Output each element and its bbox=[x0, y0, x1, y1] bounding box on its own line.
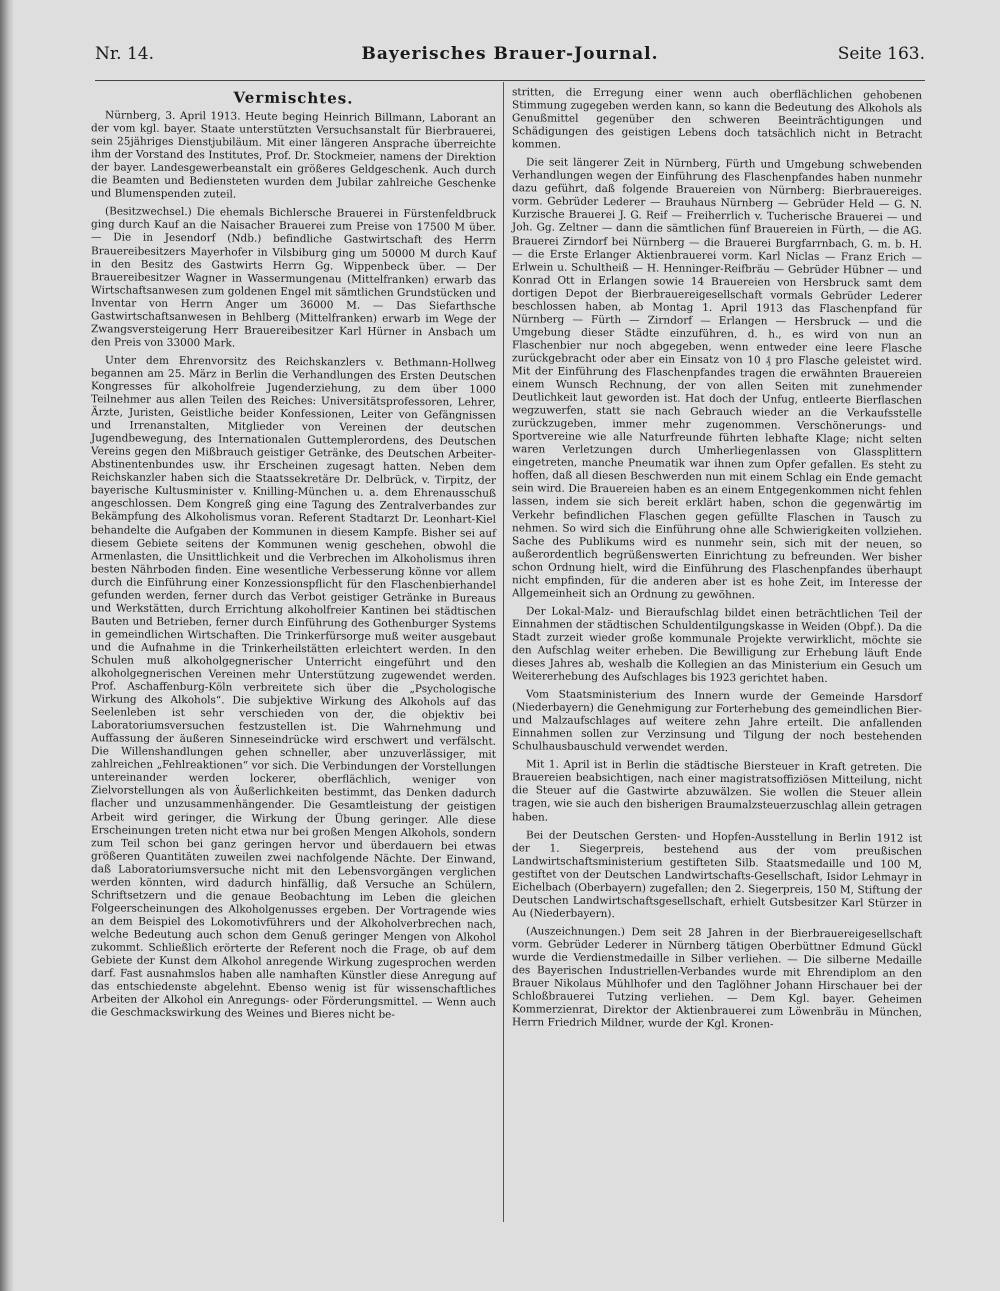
header-rule bbox=[95, 80, 925, 81]
page-binding-shadow bbox=[0, 0, 14, 1291]
article-besitzwechsel: (Besitzwechsel.) Die ehemals Bichlersche Brauerei in Fürstenfeldbruck ging durch Kauf an die Naisacher Brauerei zum Preise von 17500 M über. — Die in Jesendorf (Ndb.) befindliche Gastwirtschaft des Herrn Brauereibesitzers Mayerhofer in Vilsbiburg ging um 50000 M durch Kauf in den Besitz des Gastwirts Herrn Gg. Wippenbeck über. — Der Brauereibesitzer Wagner in Wassermungenau (Mittelfranken) erwarb das Wirtschaftsanwesen zum goldenen Engel mit sämtlichen Grundstücken und Inventar von Herrn Anger um 36000 M. — Das Siefarthsche Gastwirtschaftsanwesen in Behlberg (Mittelfranken) erwarb im Wege der Zwangsversteigerung Herr Brauereibesitzer Karl Hürner in Ansbach um den Preis von 33000 Mark. bbox=[91, 205, 496, 350]
issue-number: Nr. 14. bbox=[95, 44, 154, 64]
article-alcohol-congress: Unter dem Ehrenvorsitz des Reichskanzlers v. Bethmann-Hollweg begannen am 25. März in Berlin die Verhandlungen des Ersten Deutschen Kongresses für alkoholfreie Jugenderziehung, zu dem über 1000 Teilnehmer aus allen Teilen des Reiches: Universitätsprofessoren, Lehrer, Ärzte, Juristen, Geistliche beider Konfessionen, Leiter von Gefängnissen und Irrenanstalten, Mitglieder von Vereinen der deutschen Jugendbewegung, des Internationalen Guttemplerordens, des Deutschen Vereins gegen den Mißbrauch geistiger Getränke, des Deutschen Arbeiter-Abstinentenbundes usw. ihr Erscheinen zugesagt hatten. Neben dem Reichskanzler haben sich die Staatssekretäre Dr. Delbrück, v. Tirpitz, der bayerische Kultusminister v. Knilling-München u. a. dem Ehrenausschuß angeschlossen. Dem Kongreß ging eine Tagung des Zentralverbandes zur Bekämpfung des Alkoholismus voran. Referent Stadtarzt Dr. Leonhart-Kiel behandelte die Aufgaben der Kommunen in diesem Kampfe. Bisher sei auf diesem Gebiete seitens der Kommunen wenig geschehen, obwohl die Armenlasten, die Unsittlichkeit und die Verbrechen im Alkoholismus ihren besten Nährboden finden. Eine wesentliche Verbesserung könne vor allem durch die Einführung einer Konzessionspflicht für den Flaschenbierhandel gefunden werden, ferner durch das Verbot geistiger Getränke in Bureaus und Werkstätten, durch Errichtung alkoholfreier Kantinen bei städtischen Bauten und Betrieben, ferner durch Einführung des Gothenburger Systems in gemeindlichen Wirtschaften. Die Trinkerfürsorge muß weiter ausgebaut und die Aufnahme in die Trinkerheilstätten erleichtert werden. In den Schulen muß alkoholgegnerischer Unterricht eingeführt und den alkoholgegnerischen Vereinen mehr Unterstützung zugewendet werden. Prof. Aschaffenburg-Köln verbreitete sich über die „Psychologische Wirkung des Alkohols“. Die subjektive Wirkung des Alkohols auf das Seelenleben ist sehr verschieden von der, die objektiv bei Laboratoriumsversuchen festzustellen ist. Die Wahrnehmung und Auffassung der äußeren Sinneseindrücke wird erschwert und verfälscht. Die Willenshandlungen gehen schneller, aber unzuverlässiger, mit zahlreichen „Fehlreaktionen“ vor sich. Die Verbindungen der Vorstellungen untereinander werden lockerer, oberflächlich, weniger von Zielvorstellungen als von Äußerlichkeiten bestimmt, das Denken dadurch flacher und unzusammenhängender. Die Gesamtleistung der geistigen Arbeit wird geringer, die Wirkung der Übung geringer. Alle diese Erscheinungen treten nicht etwa nur bei großen Mengen Alkohols, sondern zum Teil schon bei ganz geringen hervor und überdauern bei etwas größeren Quantitäten zuweilen zwei nachfolgende Nächte. Der Einwand, daß Laboratoriumsversuche nicht mit den Lebensvorgängen verglichen werden könnten, wird dadurch hinfällig, daß Versuche an Schülern, Schriftsetzern und die genaue Beobachtung im Leben die gleichen Folgeerscheinungen des Alkoholgenusses ergeben. Der Vortragende wies an dem Beispiel des Lokomotivführers und der Alkoholverbrechen nach, welche Bedeutung auch schon dem Genuß geringer Mengen von Alkohol zukommt. Schließlich erörterte der Referent noch die Frage, ob auf dem Gebiete der Kunst dem Alkohol anregende Wirkung zugesprochen werden darf. Fast ausnahmslos haben alle namhaften Künstler diese Anregung auf das entschiedenste abgelehnt. Ebenso wenig ist für wissenschaftliches Arbeiten der Alkohol ein Anregungs- oder Förderungsmittel. — Wenn auch die Geschmackswirkung des Weines und Bieres nicht be- bbox=[91, 354, 496, 1022]
right-column bbox=[512, 86, 922, 1038]
article-harsdorf-aufschlag: Vom Staatsministerium des Innern wurde der Gemeinde Harsdorf (Niederbayern) die Genehmigung zur Forterhebung des gemeindlichen Bier- und Malzaufschlages auf weitere zehn Jahre erteilt. Die anfallenden Einnahmen sollen zur Verzinsung und Tilgung der noch bestehenden Schulhausbauschuld verwendet werden. bbox=[512, 688, 922, 755]
article-alcohol-congress-continued: stritten, die Erregung einer wenn auch oberflächlichen gehobenen Stimmung zugegeben werden kann, so kann die Bedeutung des Alkohols als Genußmittel gegenüber den schweren Beeinträchtigungen und Schädigungen des geistigen Lebens doch tatsächlich nicht in Betracht kommen. bbox=[512, 86, 922, 151]
article-gersten-hopfen-ausstellung: Bei der Deutschen Gersten- und Hopfen-Ausstellung in Berlin 1912 ist der 1. Siegerpreis, bestehend aus der vom preußischen Landwirtschaftsministerium gestifteten Silb. Staatsmedaille und 100 M, gestiftet von der Deutschen Landwirtschafts-Gesellschaft, Isidor Lehmayr in Eichelbach (Oberbayern) zugefallen; den 2. Siegerpreis, 150 M, Stiftung der Deutschen Landwirtschaftsgesellschaft, erhielt Gutsbesitzer Karl Stürzer in Au (Niederbayern). bbox=[512, 828, 922, 920]
article-auszeichnungen: (Auszeichnungen.) Dem seit 28 Jahren in der Bierbrauereigesellschaft vorm. Gebrüder Lederer in Nürnberg tätigen Oberbüttner Edmund Gückl wurde die Verdienstmedaille in Silber verliehen. — Die silberne Medaille des Bayerischen Industriellen-Verbandes wurde mit Ehrendiplom an den Brauer Nikolaus Mühlhofer und den Taglöhner Johann Hirschauer bei der Schloßbrauerei Tutzing verliehen. — Dem Kgl. bayer. Geheimen Kommerzienrat, Direktor der Aktienbrauerei zum Löwenbräu in München, Herrn Friedrich Mildner, wurde der Kgl. Kronen- bbox=[512, 925, 922, 1031]
journal-title: Bayerisches Brauer-Journal. bbox=[361, 44, 659, 64]
page-header bbox=[95, 44, 925, 74]
article-weiden-aufschlag: Der Lokal-Malz- und Bieraufschlag bildet einen beträchtlichen Teil der Einnahmen der städtischen Schuldentilgungskasse in Weiden (Obpf.). Da die Stadt zurzeit wieder große kommunale Projekte verwirklicht, möchte sie den Aufschlag weiter erheben. Die Bewilligung zur Erhebung läuft Ende dieses Jahres ab, weshalb die Kollegien an das Ministerium ein Gesuch um Weitererhebung des Aufschlages bis 1923 gerichtet haben. bbox=[512, 605, 922, 686]
section-title: Vermischtes. bbox=[233, 88, 354, 108]
column-divider bbox=[503, 82, 504, 1222]
left-column bbox=[91, 86, 496, 1028]
article-billmann-jubilee: Nürnberg, 3. April 1913. Heute beging Heinrich Billmann, Laborant an der vom kgl. bayer. Staate unterstützten Versuchsanstalt für Bierbrauerei, sein 25jähriges Dienstjubiläum. Mit einer längeren Ansprache überreichte ihm der Vorstand des Institutes, Prof. Dr. Stockmeier, namens der Direktion der bayer. Landesgewerbeanstalt ein größeres Geldgeschenk. Auch durch die Beamten und Bediensteten wurden dem Jubilar zahlreiche Geschenke und Blumenspenden zuteil. bbox=[91, 109, 496, 201]
article-flaschenpfand: Die seit längerer Zeit in Nürnberg, Fürth und Umgebung schwebenden Verhandlungen wegen der Einführung des Flaschenpfandes haben nunmehr dazu geführt, daß folgende Brauereien von Nürnberg: Bierbrauereiges. vorm. Gebrüder Lederer — Brauhaus Nürnberg — Gebrüder Held — G. N. Kurzische Brauerei J. G. Reif — Freiherrlich v. Tucherische Brauerei — und Joh. Gg. Zeltner — dann die sämtlichen fünf Brauereien in Fürth, — die AG. Brauerei Zirndorf bei Nürnberg — die Brauerei Burgfarrnbach, G. m. b. H. — die Erste Erlanger Aktienbrauerei vorm. Karl Niclas — Franz Erich — Erlwein u. Schultheiß — H. Henninger-Reifbräu — Gebrüder Hübner — und Konrad Ott in Erlangen sowie 14 Brauereien von Hersbruck samt dem dortigen Depot der Bierbrauereigesellschaft vormals Gebrüder Lederer beschlossen haben, ab Montag 1. April 1913 das Flaschenpfand für Nürnberg — Fürth — Zirndorf — Erlangen — Hersbruck — und die Umgebung dieser Städte einzuführen, d. h., es wird von nun an Flaschenbier nur noch abgegeben, wenn entweder eine leere Flasche zurückgebracht oder aber ein Einsatz von 10 ₰ pro Flasche geleistet wird. Mit der Einführung des Flaschenpfandes tragen die erwähnten Brauereien einem Wunsch Rechnung, der von allen Seiten mit zunehmender Deutlichkeit laut geworden ist. Hat doch der Unfug, entleerte Bierflaschen wegzuwerfen, statt sie nach Gebrauch wieder an die Verkaufsstelle zurückzugeben, immer mehr zugenommen. Verschönerungs- und Sportvereine wie alle Naturfreunde führten lebhafte Klage; nicht selten waren Verletzungen durch Umherliegenlassen von Glassplittern eingetreten, manche Pneumatik war ihnen zum Opfer gefallen. Es steht zu hoffen, daß all diesen Beschwerden nun mit einem Schlag ein Ende gemacht sein wird. Die Brauereien haben es an einem Entgegenkommen nicht fehlen lassen, indem sie sich bereit erklärt haben, schon die gegenwärtig im Verkehr befindlichen Flaschen gegen gefüllte Flaschen in Tausch zu nehmen. So wird sich die Einführung ohne alle Schwierigkeiten vollziehen. Sache des Publikums wird es nunmehr sein, sich mit der neuen, so außerordentlich begrüßenswerten Einrichtung zu befreunden. Wer bisher schon Ordnung hielt, wird die Einführung des Flaschenpfandes überhaupt nicht empfinden, für die anderen aber ist es hohe Zeit, im Interesse der Allgemeinheit sich an Ordnung zu gewöhnen. bbox=[512, 156, 922, 602]
page-number: Seite 163. bbox=[837, 44, 925, 64]
article-berlin-biersteuer: Mit 1. April ist in Berlin die städtische Biersteuer in Kraft getreten. Die Brauereien beabsichtigen, nach einer magistratsoffiziösen Mitteilung, nicht die Steuer auf die Gastwirte abzuwälzen. Sie wollen die Steuer allein tragen, wie sie auch den bisherigen Braumalzsteuerzuschlag allein getragen haben. bbox=[512, 758, 922, 824]
